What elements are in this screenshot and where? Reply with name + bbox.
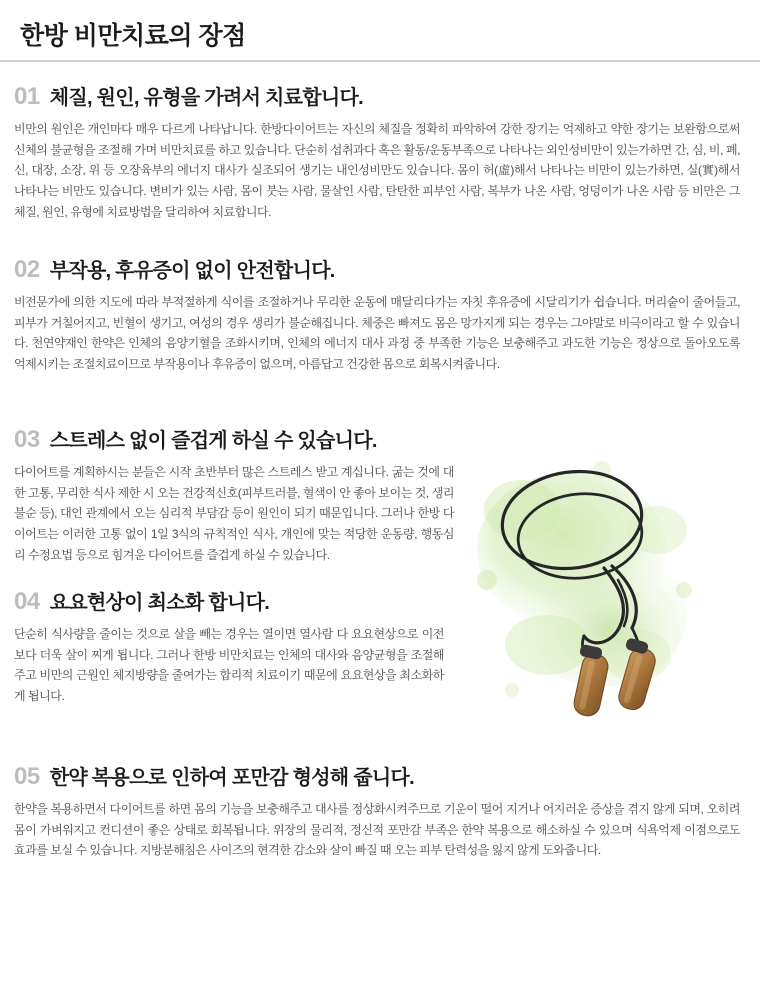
section-number: 02	[14, 256, 40, 283]
section-body: 비만의 원인은 개인마다 매우 다르게 나타납니다. 한방다이어트는 자신의 체질을 정확히 파악하여 강한 장기는 억제하고 약한 장기는 보완함으로써 신체의 불균형을 조절해 가며 비만치료를 하고 있습니다. 단순히 섭취과다 혹은 활동/운동부족으로 나타나는 외인성비만이 있는가하면 간, 심, 비, 폐, 신, 대장, 소장, 위 등 오장육부의 에너지 대사가 실조되어 생기는 내인성비만도 있습니다. 몸이 허(虛)해서 나타나는 비만이 있는가하면, 실(實)해서 나타나는 비만도 있습니다. 변비가 있는 사람, 몸이 붓는 사람, 물살인 사람, 탄탄한 피부인 사람, 복부가 나온 사람, 엉덩이가 나온 사람 등 비만은 그 체질, 원인, 유형에 치료방법을 달리하여 치료합니다.	[14, 122, 740, 219]
section-number: 03	[14, 426, 40, 453]
page-header	[0, 0, 760, 62]
benefit-section-03	[14, 428, 749, 565]
section-title: 요요현상이 최소화 합니다.	[49, 592, 270, 614]
section-title: 부작용, 후유증이 없이 안전합니다.	[49, 260, 335, 282]
page-title: 한방 비만치료의 장점	[20, 22, 246, 50]
section-body: 단순히 식사량을 줄이는 것으로 살을 빼는 경우는 열이면 열사람 다 요요현상으로 이전보다 더욱 살이 찌게 됩니다. 그러나 한방 비만치료는 인체의 대사와 음양균형을 조절해주고 비만의 근원인 체지방량을 줄여가는 합리적 치료이기 때문에 요요현상을 최소화하게 됩니다.	[14, 627, 444, 703]
section-title: 한약 복용으로 인하여 포만감 형성해 줍니다.	[49, 767, 415, 789]
benefit-section-04	[14, 590, 749, 707]
section-heading	[14, 258, 749, 282]
section-heading	[14, 590, 749, 614]
benefit-section-05	[14, 765, 749, 861]
section-heading	[14, 765, 749, 789]
section-body: 다이어트를 계획하시는 분들은 시작 초반부터 많은 스트레스 받고 계십니다. 굶는 것에 대한 고통, 무리한 식사 제한 시 오는 건강적신호(피부트러블, 혈색이 안 좋아 보이는 것, 생리불순 등), 대인 관계에서 오는 심리적 부담감 등이 원인이 되기 때문입니다. 그러나 한방 다이어트는 이러한 고통 없이 1일 3식의 규칙적인 식사, 개인에 맞는 적당한 운동량, 행동심리 수정요법 등으로 힘겨운 다이어트를 즐겁게 하실 수 있습니다.	[14, 465, 454, 562]
section-title: 스트레스 없이 즐겁게 하실 수 있습니다.	[49, 430, 377, 452]
section-number: 01	[14, 83, 40, 110]
section-number: 05	[14, 763, 40, 790]
benefit-section-01	[14, 85, 749, 222]
section-title: 체질, 원인, 유형을 가려서 치료합니다.	[49, 87, 363, 109]
section-body: 비전문가에 의한 지도에 따라 부적절하게 식이를 조절하거나 무리한 운동에 매달리다가는 자칫 후유증에 시달리기가 쉽습니다. 머리숱이 줄어들고, 피부가 거칠어지고, 빈혈이 생기고, 여성의 경우 생리가 불순해집니다. 체중은 빠져도 몸은 망가지게 되는 경우는 그야말로 비극이라고 할 수 있습니다. 천연약재인 한약은 인체의 음양기혈을 조화시키며, 인체의 에너지 대사 과정 중 부족한 기능은 보충해주고 과도한 기능은 정상으로 돌아오도록 억제시키는 조절치료이므로 부작용이나 후유증이 없으며, 아름답고 건강한 몸으로 회복시켜줍니다.	[14, 295, 740, 371]
section-number: 04	[14, 588, 40, 615]
section-heading	[14, 428, 749, 452]
header-divider	[0, 60, 760, 62]
benefit-section-02	[14, 258, 749, 375]
section-heading	[14, 85, 749, 109]
section-body: 한약을 복용하면서 다이어트를 하면 몸의 기능을 보충해주고 대사를 정상화시켜주므로 기운이 떨어 지거나 어지러운 증상을 겪지 않게 되며, 오히려 몸이 가벼워지고 컨디션이 좋은 상태로 회복됩니다. 위장의 물리적, 정신적 포만감 부족은 한약 복용으로 해소하실 수 있으며 식욕억제 이점으로도 효과를 보실 수 있습니다. 지방분해침은 사이즈의 현격한 감소와 살이 빠질 때 오는 피부 탄력성을 잃지 않게 도와줍니다.	[14, 802, 740, 858]
